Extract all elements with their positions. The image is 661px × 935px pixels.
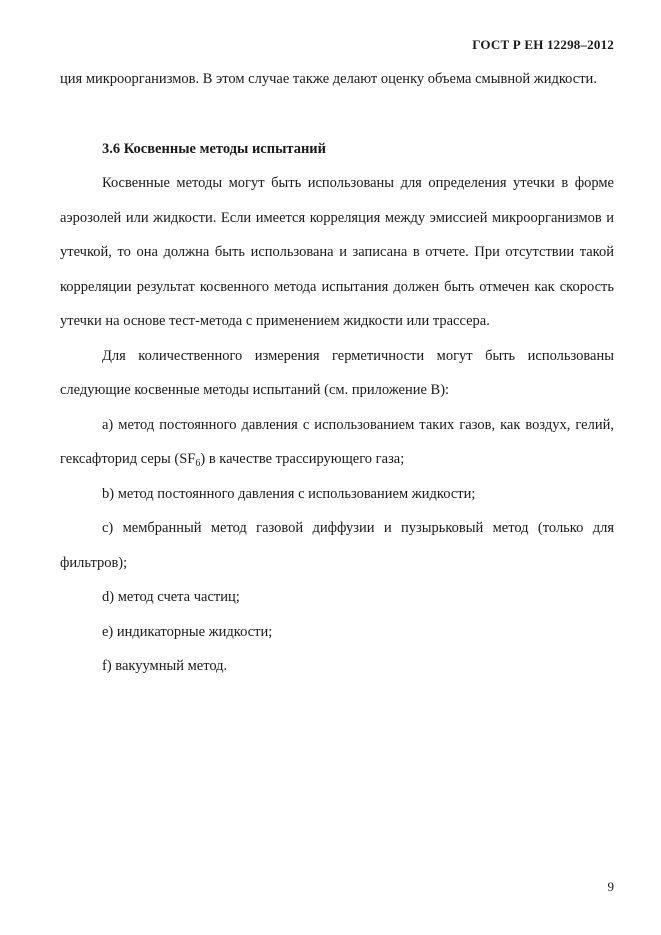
list-item-a-subscript: 6: [195, 458, 201, 469]
document-header: ГОСТ Р ЕН 12298–2012: [472, 37, 614, 52]
text-body: [60, 62, 614, 684]
paragraph-indirect-methods: Косвенные методы могут быть использованы для определения утечки в форме аэрозолей или жидкости. Если имеется корреляция между эмиссией микроорганизмов и утечкой, то она должна быть использована и записана в отчете. При отсутствии такой корреляции результат косвенного метода испытания должен быть отмечен как скорость утечки на основе тест-метода с применением жидкости или трассера.: [60, 175, 614, 329]
list-item-e: e) индикаторные жидкости;: [102, 623, 273, 640]
continuation-paragraph: ция микроорганизмов. В этом случае также делают оценку объема смывной жидкости.: [60, 71, 597, 87]
list-item-a-text-end: ) в качестве трассирующего газа;: [200, 451, 405, 467]
list-item-a: [60, 408, 614, 477]
list-item-a-text: a) метод постоянного давления с использованием таких газов, как воздух, гелий, гексафторид серы (SF: [60, 416, 614, 467]
page-number: 9: [607, 879, 614, 894]
list-item-f: f) вакуумный метод.: [102, 658, 228, 674]
section-heading: 3.6 Косвенные методы испытаний: [102, 140, 327, 157]
spacer: [60, 97, 614, 132]
list-item-d: d) метод счета частиц;: [102, 589, 240, 605]
paragraph-quantitative: Для количественного измерения герметичности могут быть использованы следующие косвенные методы испытаний (см. приложение В):: [60, 347, 614, 398]
list-item-b: b) метод постоянного давления с использованием жидкости;: [102, 485, 476, 502]
list-item-c: c) мембранный метод газовой диффузии и пузырьковый метод (только для фильтров);: [60, 520, 614, 571]
